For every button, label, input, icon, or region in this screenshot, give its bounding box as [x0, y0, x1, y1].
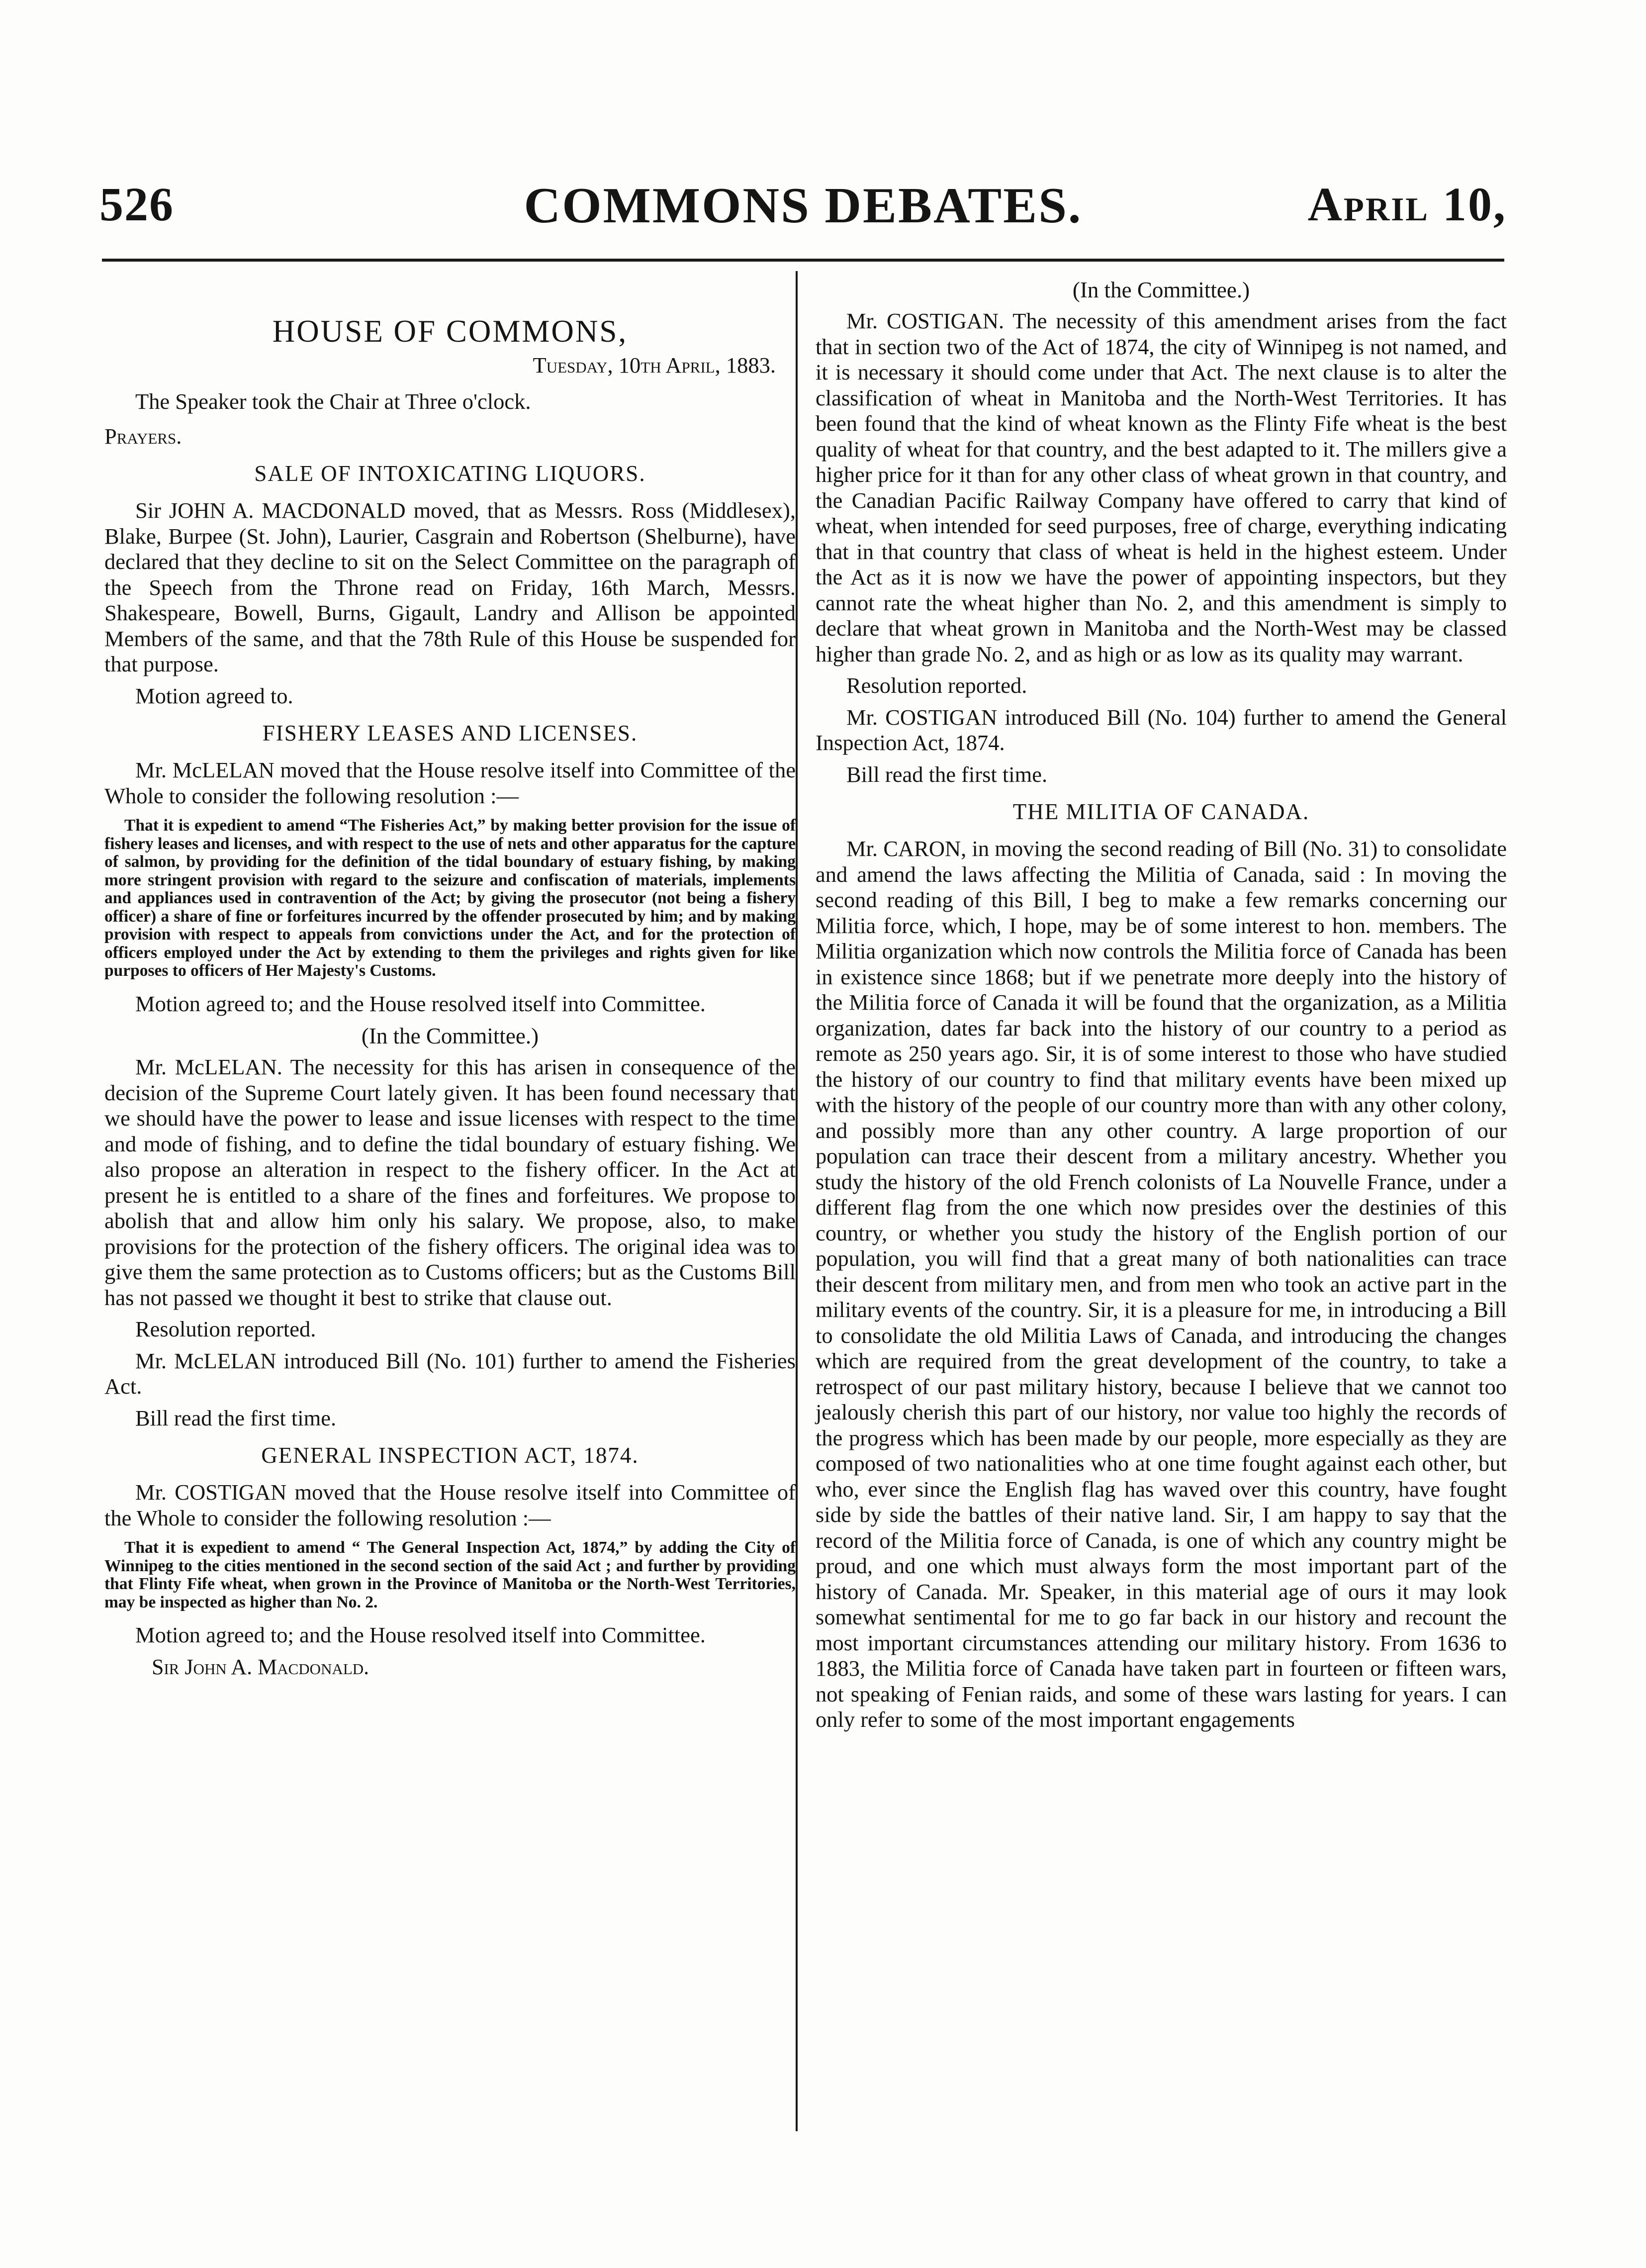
paragraph: Sir JOHN A. MACDONALD moved, that as Messrs. Ross (Middlesex), Blake, Burpee (St. John), Laurier, Casgrain and Robertson (Shelburne), have declared that they decline to sit on the Select Committee on the paragraph of the Speech from the Throne read on Friday, 16th March, Messrs. Shakespeare, Bowell, Burns, Gigault, Landry and Allison be appointed Members of the same, and that the 78th Rule of this House be suspended for that purpose.	[104, 498, 796, 676]
house-title: HOUSE OF COMMONS,	[272, 314, 628, 349]
page-footer-signature: Sir John A. Macdonald.	[152, 1654, 369, 1679]
left-column	[104, 273, 796, 1680]
paragraph: Motion agreed to; and the House resolved itself into Committee.	[135, 991, 706, 1016]
sitting-date: Tuesday, 10th April, 1883.	[533, 353, 776, 378]
header-date: April 10,	[1307, 178, 1507, 231]
paragraph: Bill read the first time.	[135, 1405, 337, 1430]
column-divider	[796, 271, 798, 2131]
section-title-fishery: FISHERY LEASES AND LICENSES.	[262, 721, 638, 746]
paragraph: Mr. COSTIGAN. The necessity of this amendment arises from the fact that in section two of the Act of 1874, the city of Winnipeg is not named, and it is necessary it should come under that Act. The next clause is to alter the classification of wheat in Manitoba and the North-West Territories. It has been found that the kind of wheat known as the Flinty Fife wheat is the best quality of wheat for that country, and the best adapted to it. The millers give a higher price for it than for any other class of wheat grown in that country, and the Canadian Pacific Railway Company have offered to carry that kind of wheat, when intended for seed purposes, free of charge, everything indicating that in that country that class of wheat is held in the highest esteem. Under the Act as it is now we have the power of appointing inspectors, but they cannot rate the wheat higher than No. 2, and this amendment is simply to declare that wheat grown in Manitoba and the North-West may be classed higher than grade No. 2, and as high or as low as its quality may warrant.	[816, 308, 1507, 666]
paragraph: Motion agreed to.	[135, 683, 293, 708]
paragraph: Mr. COSTIGAN moved that the House resolve itself into Committee of the Whole to consider the following resolution :—	[104, 1480, 796, 1530]
running-title: COMMONS DEBATES.	[524, 178, 1083, 234]
paragraph: Mr. CARON, in moving the second reading of Bill (No. 31) to consolidate and amend the laws affecting the Militia of Canada, said : In moving the second reading of this Bill, I beg to make a few remarks concerning our Militia force, which, I hope, may be of some interest to hon. members. The Militia organization which now controls the Militia force of Canada has been in existence since 1868; but if we penetrate more deeply into the history of the Militia force of Canada it will be found that the organization, as a Militia organization, dates far back into the history of our country to a period as remote as 250 years ago. Sir, it is of some interest to those who have studied the history of our country to find that military events have been mixed up with the history of the people of our country more than with any other colony, and possibly more than any other country. A large proportion of our population can trace their descent from a military ancestry. Whether you study the history of the old French colonists of La Nouvelle France, under a different flag from the one which now presides over the destinies of this country, or whether you study the history of the English portion of our population, you will find that a great many of both nationalities can trace their descent from military men, and from men who took an active part in the military events of the country. Sir, it is a pleasure for me, in introducing a Bill to consolidate the old Militia Laws of Canada, and introducing the changes which are required from the great development of the country, to take a retrospect of our past military history, because I believe that we cannot too jealously cherish this part of our history, nor value too highly the records of the progress which has been made by our people, more especially as they are composed of two nationalities who at one time fought against each other, but who, ever since the English flag has waved over this country, have fought side by side the battles of their native land. Sir, I am happy to say that the record of the Militia force of Canada, is one of which any country might be proud, and one which must always form the most important part of the history of Canada. Mr. Speaker, in this material age of ours it may look somewhat sentimental for me to go far back in our history and recount the most important circumstances attending our military history. From 1636 to 1883, the Militia force of Canada have taken part in fourteen or fifteen wars, not speaking of Fenian raids, and some of these wars lasting for years. I can only refer to some of the most important engagements	[816, 836, 1507, 1732]
speaker-line: The Speaker took the Chair at Three o'clock.	[135, 389, 531, 414]
page-number: 526	[99, 178, 174, 231]
section-title-inspection: GENERAL INSPECTION ACT, 1874.	[261, 1443, 639, 1468]
page-header	[99, 177, 1507, 251]
paragraph: Mr. McLELAN introduced Bill (No. 101) further to amend the Fisheries Act.	[104, 1348, 796, 1399]
prayers: Prayers.	[104, 423, 182, 449]
resolution-text: That it is expedient to amend “ The General Inspection Act, 1874,” by adding the City of Winnipeg to the cities mentioned in the second section of the said Act ; and further by providing that Flinty Fife wheat, when grown in the Province of Manitoba or the North-West Territories, may be inspected as higher than No. 2.	[104, 1538, 796, 1611]
right-column	[816, 273, 1507, 1739]
paragraph: Resolution reported.	[846, 673, 1027, 698]
committee-note: (In the Committee.)	[361, 1024, 539, 1048]
paragraph: Bill read the first time.	[846, 761, 1048, 787]
paragraph: Motion agreed to; and the House resolved itself into Committee.	[135, 1622, 706, 1647]
paragraph: Mr. COSTIGAN introduced Bill (No. 104) further to amend the General Inspection Act, 1874.	[816, 704, 1507, 755]
paragraph: Mr. McLELAN. The necessity for this has arisen in consequence of the decision of the Supreme Court lately given. It has been found necessary that we should have the power to lease and issue licenses with respect to the time and mode of fishing, and to define the tidal boundary of estuary fishing. We also propose an alteration in respect to the fishery officer. In the Act at present he is entitled to a share of the fines and forfeitures. We propose to abolish that and allow him only his salary. We propose, also, to make provisions for the protection of the fishery officers. The original idea was to give them the same protection as to Customs officers; but as the Customs Bill has not passed we thought it best to strike that clause out.	[104, 1054, 796, 1310]
resolution-text: That it is expedient to amend “The Fisheries Act,” by making better provision for the issue of fishery leases and licenses, and with respect to the use of nets and other apparatus for the capture of salmon, by providing for the definition of the tidal boundary of estuary fishing, by making more stringent provision with regard to the seizure and confiscation of materials, implements and appliances used in contravention of the Act; by giving the prosecutor (not being a fishery officer) a share of fine or forfeitures incurred by the offender prosecuted by him; and by making provision with respect to appeals from convictions under the Act, and for the protection of officers employed under the Act by extending to them the privileges and rights given for like purposes to officers of Her Majesty's Customs.	[104, 816, 796, 980]
header-rule	[102, 259, 1504, 262]
paragraph: Resolution reported.	[135, 1317, 316, 1341]
section-title-liquors: SALE OF INTOXICATING LIQUORS.	[254, 461, 646, 486]
paragraph: Mr. McLELAN moved that the House resolve itself into Committee of the Whole to consider the following resolution :—	[104, 757, 796, 808]
section-title-militia: THE MILITIA OF CANADA.	[1012, 799, 1310, 824]
committee-note: (In the Committee.)	[1072, 278, 1250, 302]
